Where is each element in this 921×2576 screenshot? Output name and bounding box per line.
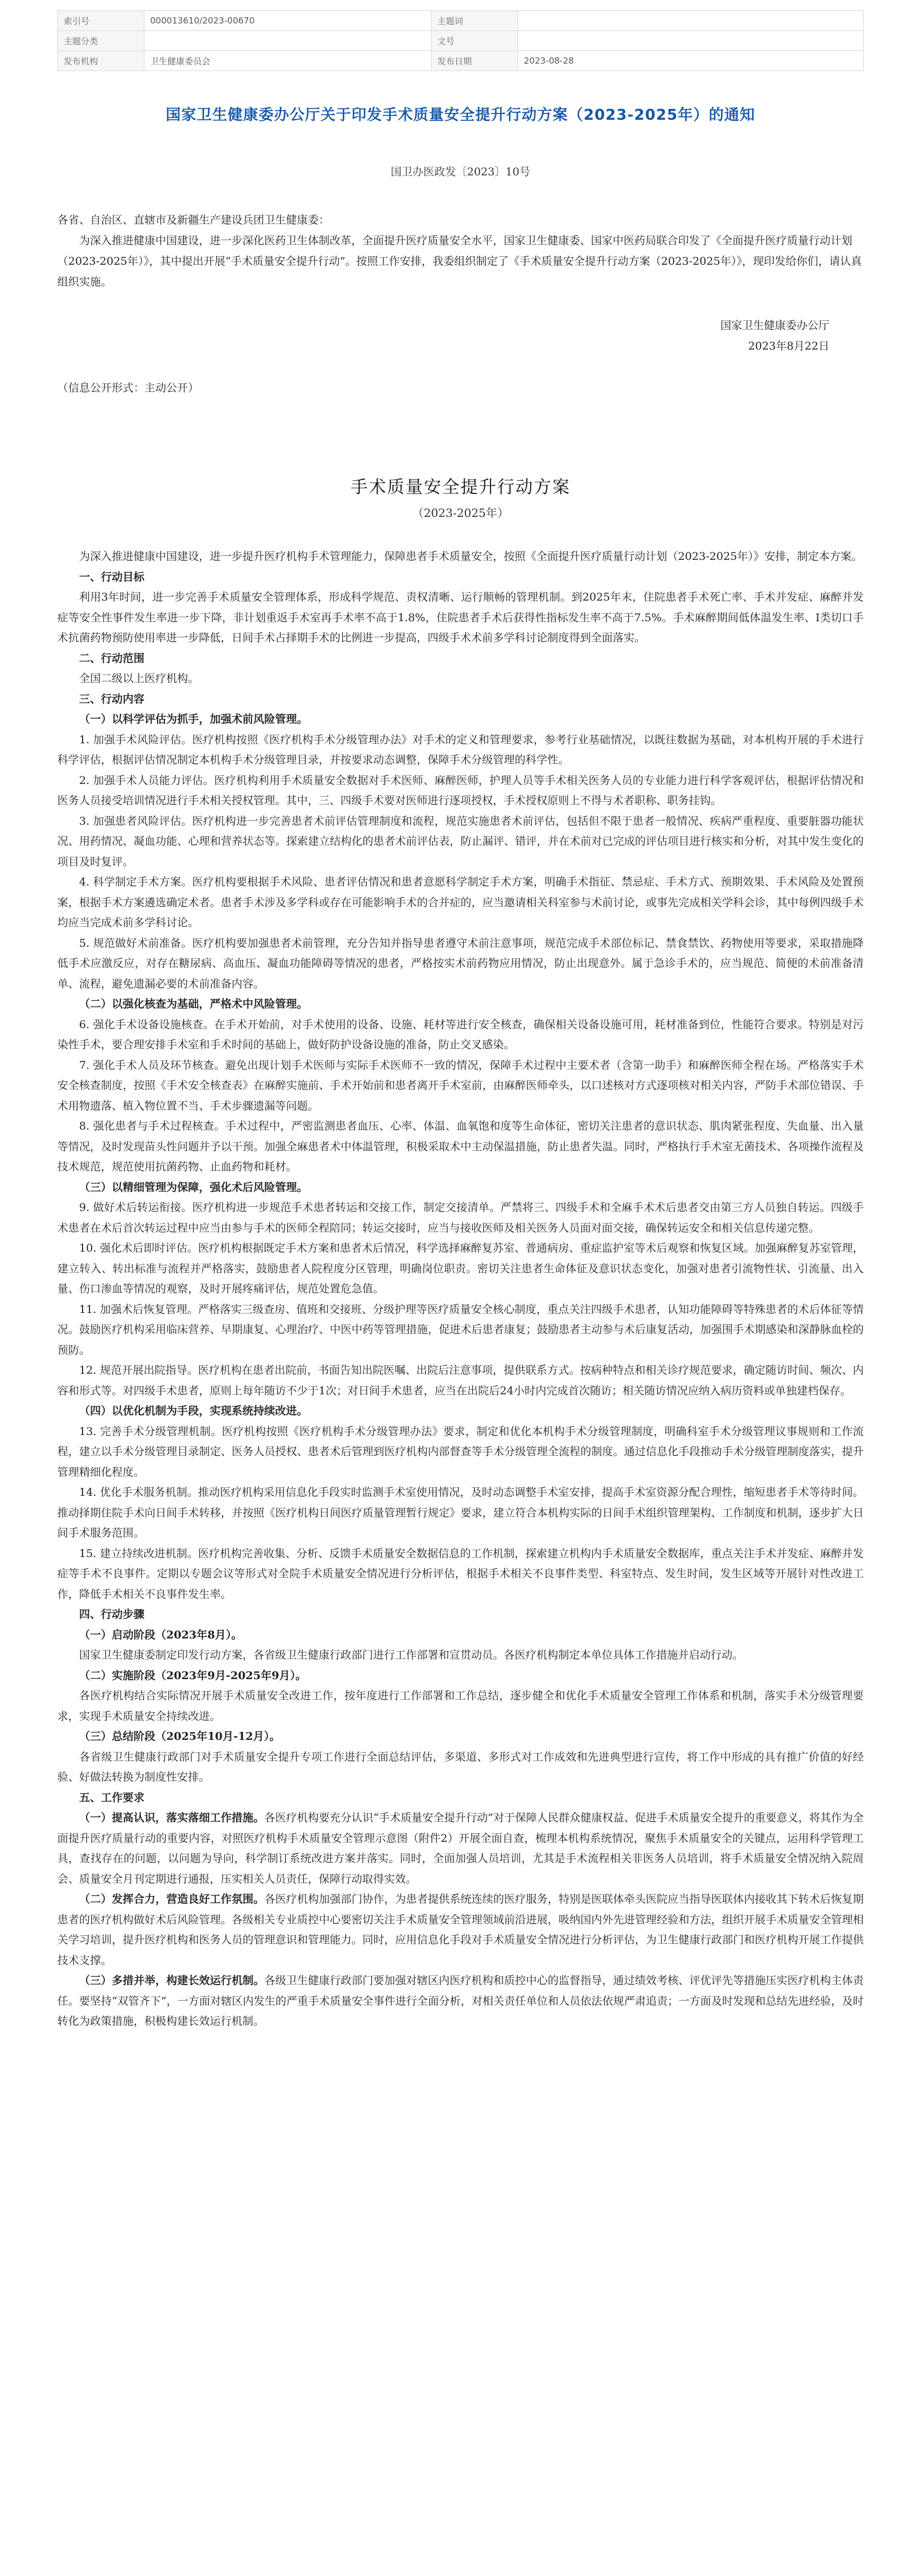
meta-key: 发布机构 [58,51,144,71]
meta-key: 文号 [432,31,518,51]
metadata-table [57,10,864,71]
paragraph: 1. 加强手术风险评估。医疗机构按照《医疗机构手术分级管理办法》对手术的定义和管理要求，参考行业基础情况，以既往数据为基础，对本机构开展的手术进行科学评估，根据评估情况制定本机构手术分级管理目录，并按要求动态调整，保障手术分级管理的科学性。 [57,733,864,766]
subsection-heading: （二）以强化核查为基础，严格术中风险管理。 [79,998,308,1010]
metadata-row [58,51,864,71]
paragraph: 14. 优化手术服务机制。推动医疗机构采用信息化手段实时监测手术室使用情况，及时动态调整手术室安排，提高手术室资源分配合理性，缩短患者手术等待时间。推动择期住院手术向日间手术转移，并按照《医疗机构日间医疗质量管理暂行规定》要求，建立符合本机构实际的日间手术组织管理架构、工作制度和机制，逐步扩大日间手术服务范围。 [57,1486,864,1539]
meta-value: 2023-08-28 [518,51,864,71]
paragraph: 5. 规范做好术前准备。医疗机构要加强患者术前管理，充分告知并指导患者遵守术前注意事项，规范完成手术部位标记、禁食禁饮、药物使用等要求，采取措施降低手术应激反应，对存在糖尿病、高血压、凝血功能障碍等情况的患者，严格按实术前药物应用情况，防止出现意外。属于急诊手术的，应当规范、简便的术前准备清单、流程，避免遗漏必要的术前准备内容。 [57,936,864,990]
notice-section [57,210,864,292]
paragraph: 8. 强化患者与手术过程核查。手术过程中，严密监测患者血压、心率、体温、血氧饱和度等生命体征，密切关注患者的意识状态、肌肉紧张程度、失血量、出入量等情况，及时发现苗头性问题并予以干预。加强全麻患者术中体温管理，积极采取术中主动保温措施，防止患者失温。同时，严格执行手术室无菌技术、各项操作流程及技术规范，规范使用抗菌药物、止血药物和耗材。 [57,1120,864,1173]
plan-subtitle: （2023-2025年） [412,506,509,520]
notice-body: 为深入推进健康中国建设，进一步深化医药卫生体制改革，全面提升医疗质量安全水平，国家卫生健康委、国家中医药局联合印发了《全面提升医疗质量行动计划（2023-2025年）》，其中提出开展“手术质量安全提升行动”。按照工作安排，我委组织制定了《手术质量安全提升行动方案（2023-2025年）》，现印发给你们，请认真组织实施。 [57,234,862,288]
section-heading: 二、行动范围 [79,652,145,665]
page [57,10,864,2032]
meta-value: 卫生健康委员会 [144,51,432,71]
paragraph: 11. 加强术后恢复管理。严格落实三级查房、值班和交接班、分级护理等医疗质量安全核心制度，重点关注四级手术患者，认知功能障碍等特殊患者的术后体征等情况。鼓励医疗机构采用临床营养、早期康复、心理治疗、中医中药等管理措施，促进术后患者康复；鼓励患者主动参与术后康复活动，加强围手术期感染和深静脉血栓的预防。 [57,1303,864,1356]
paragraph: 15. 建立持续改进机制。医疗机构完善收集、分析、反馈手术质量安全数据信息的工作机制，探索建立机构内手术质量安全数据库，重点关注手术并发症、麻醉并发症等手术不良事件。定期以专题会议等形式对全院手术质量安全情况进行分析评估，根据手术相关不良事件类型、科室特点、发生时间，发生区域等开展针对性改进工作，降低手术相关不良事件发生率。 [57,1547,864,1601]
paragraph: 各省级卫生健康行政部门对手术质量安全提升专项工作进行全面总结评估，多渠道、多形式对工作成效和先进典型进行宣传，将工作中形成的具有推广价值的好经验、好做法转换为制度性安排。 [57,1750,864,1783]
subsection-heading: （三）总结阶段（2025年10月-12月）。 [79,1730,281,1743]
meta-key: 主题词 [432,11,518,31]
paragraph: 各医疗机构结合实际情况开展手术质量安全改进工作，按年度进行工作部署和工作总结，逐步健全和优化手术质量安全管理工作体系和机制，落实手术分级管理要求，实现手术质量安全持续改进。 [57,1689,864,1723]
metadata-row [58,31,864,51]
meta-value [518,31,864,51]
notice-salutation: 各省、自治区、直辖市及新疆生产建设兵团卫生健康委： [57,214,330,226]
plan-body [57,547,864,2032]
section-heading: 五、工作要求 [79,1791,145,1804]
metadata-row [58,11,864,31]
meta-value: 000013610/2023-00670 [144,11,432,31]
paragraph-text: 各级卫生健康行政部门要加强对辖区内医疗机构和质控中心的监督指导，通过绩效考核、评优评先等措施压实医疗机构主体责任。要坚持“双管齐下”，一方面对辖区内发生的严重手术质量安全事件进行全面分析，对相关责任单位和人员依法依规严肃追责；一方面及时发现和总结先进经验，及时转化为政策措施，积极构建长效运行机制。 [57,1974,864,2028]
document-number: 国卫办医政发〔2023〕10号 [390,166,531,178]
signature-org: 国家卫生健康委办公厅 [720,319,829,332]
paragraph: 13. 完善手术分级管理机制。医疗机构按照《医疗机构手术分级管理办法》要求，制定和优化本机构手术分级管理制度，明确科室手术分级管理议事规则和工作流程，建立以手术分级管理目录制定、医务人员授权、患者术后管理到医疗机构内部督查等手术分级管理全流程的制度。通过信息化手段推动手术分级管理制度落实，提升管理精细化程度。 [57,1425,864,1479]
section-heading: 一、行动目标 [79,570,145,583]
disclosure-note: （信息公开形式：主动公开） [57,382,199,394]
document-title: 国家卫生健康委办公厅关于印发手术质量安全提升行动方案（2023-2025年）的通知 [166,107,755,124]
paragraph: 利用3年时间，进一步完善手术质量安全管理体系，形成科学规范、责权清晰、运行顺畅的管理机制。到2025年末，住院患者手术死亡率、手术并发症、麻醉并发症等安全性事件发生率进一步下降，非计划重返手术室再手术率不高于1.8%，住院患者手术后获得性指标发生率不高于7.5%。手术麻醉期间低体温发生率、I类切口手术抗菌药物预防使用率进一步降低，日间手术占择期手术的比例进一步提高，四级手术术前多学科讨论制度得到全面落实。 [57,591,864,644]
paragraph: 9. 做好术后转运衔接。医疗机构进一步规范手术患者转运和交接工作，制定交接清单。严禁将三、四级手术和全麻手术术后患者交由第三方人员独自转运。四级手术患者在术后首次转运过程中应当由参与手术的医师全程陪同；转运交接时，应当与接收医师及相关医务人员面对面交接，确保转运安全和相关信息传递完整。 [57,1201,864,1234]
paragraph-lead: （一）提高认识，落实落细工作措施。 [79,1812,265,1824]
plan-title: 手术质量安全提升行动方案 [350,477,571,497]
paragraph: 12. 规范开展出院指导。医疗机构在患者出院前，书面告知出院医嘱、出院后注意事项，提供联系方式。按病种特点和相关诊疗规范要求，确定随访时间、频次、内容和形式等。对四级手术患者，原则上每年随访不少于1次；对日间手术患者，应当在出院后24小时内完成首次随访；相关随访情况应纳入病历资料或单独建档保存。 [57,1364,864,1397]
plan-intro: 为深入推进健康中国建设，进一步提升医疗机构手术管理能力，保障患者手术质量安全，按照《全面提升医疗质量行动计划（2023-2025年）》安排，制定本方案。 [79,550,863,563]
paragraph: 国家卫生健康委制定印发行动方案，各省级卫生健康行政部门进行工作部署和宣贯动员。各医疗机构制定本单位具体工作措施并启动行动。 [79,1649,744,1661]
paragraph: 6. 强化手术设备设施核查。在手术开始前，对手术使用的设备、设施、耗材等进行安全核查，确保相关设备设施可用，耗材准备到位，性能符合要求。特别是对污染性手术，要合理安排手术室和手术时间的基础上，做好防护设备设施的准备，防止交叉感染。 [57,1018,864,1051]
paragraph-lead: （三）多措并举，构建长效运行机制。 [79,1974,265,1987]
subsection-heading: （二）实施阶段（2023年9月-2025年9月）。 [79,1669,307,1682]
paragraph: 2. 加强手术人员能力评估。医疗机构利用手术质量安全数据对手术医师、麻醉医师，护理人员等手术相关医务人员的专业能力进行科学客观评估，根据评估情况和医务人员接受培训情况进行手术相关授权管理。其中，三、四级手术要对医师进行逐项授权，手术授权原则上不得与术者职称、职务挂钩。 [57,774,864,807]
subsection-heading: （三）以精细管理为保障，强化术后风险管理。 [79,1181,308,1194]
subsection-heading: （一）启动阶段（2023年8月）。 [79,1628,242,1641]
paragraph: 4. 科学制定手术方案。医疗机构要根据手术风险、患者评估情况和患者意愿科学制定手术方案，明确手术指征、禁忌症、手术方式、预期效果、手术风险及处置预案，根据手术方案遴选确定术者。患者手术涉及多学科或存在可能影响手术的合并症的，应当邀请相关科室参与术前讨论，或事先完成相关学科会诊，其中每例四级手术均应当完成术前多学科讨论。 [57,876,864,929]
paragraph-text: 各医疗机构加强部门协作，为患者提供系统连续的医疗服务，特别是医联体牵头医院应当指导医联体内接收其下转术后恢复期患者的医疗机构做好术后风险管理。各级相关专业质控中心要密切关注手术质量安全管理领域前沿进展，吸纳国内外先进管理经验和方法，组织开展手术质量安全管理相关学习培训，提升医疗机构和医务人员的管理意识和管理能力。同时，应用信息化手段对手术质量安全情况进行分析评估，为卫生健康行政部门和医疗机构开展工作提供技术支撑。 [57,1893,864,1967]
paragraph: 10. 强化术后即时评估。医疗机构根据既定手术方案和患者术后情况，科学选择麻醉复苏室、普通病房、重症监护室等术后观察和恢复区域。加强麻醉复苏室管理，建立转入、转出标准与流程并严格落实，鼓励患者人院程度分区管理，明确岗位职责。密切关注患者生命体征及意识状态变化，加强对患者引流物性状、引流量、出入量、伤口渗血等情况的观察，及时开展疼痛评估，规范处置危急值。 [57,1242,864,1295]
signature-block [57,315,864,356]
section-heading: 三、行动内容 [79,692,145,705]
paragraph [57,1808,864,1889]
paragraph: 3. 加强患者风险评估。医疗机构进一步完善患者术前评估管理制度和流程，规范实施患者术前评估，包括但不限于患者一般情况、疾病严重程度、重要脏器功能状况、用药情况、凝血功能、心理和营养状态等。探索建立结构化的患者术前评估表，防止漏评、错评，并在术前对已完成的评估项目进行核实和分析，对其中发生变化的项目及时复评。 [57,814,864,868]
subsection-heading: （一）以科学评估为抓手，加强术前风险管理。 [79,713,308,726]
paragraph-text: 各医疗机构要充分认识“手术质量安全提升行动”对于保障人民群众健康权益、促进手术质量安全提升的重要意义，将其作为全面提升医疗质量行动的重要内容，对照医疗机构手术质量安全管理示意图（附件2）开展全面自查，梳理本机构系统情况，聚焦手术质量安全的关键点，运用科学管理工具，查找存在的问题，以问题为导向，科学制订系统改进方案并落实。同时，全面加强人员培训，尤其是手术流程相关非医务人员培训，将手术质量安全情况纳入院周会、质量安全月刊定期进行通报，压实相关人员责任，保障行动取得实效。 [57,1812,864,1885]
paragraph [57,1971,864,2032]
meta-value [518,11,864,31]
paragraph-lead: （二）发挥合力，营造良好工作氛围。 [79,1893,265,1905]
subsection-heading: （四）以优化机制为手段，实现系统持续改进。 [79,1405,308,1417]
paragraph: 全国二级以上医疗机构。 [79,672,199,685]
signature-date: 2023年8月22日 [748,340,829,352]
paragraph [57,1889,864,1971]
meta-value [144,31,432,51]
paragraph: 7. 强化手术人员及环节核查。避免出现计划手术医师与实际手术医师不一致的情况，保障手术过程中主要术者（含第一助手）和麻醉医师全程在场。严格落实手术安全核查制度，按照《手术安全核查表》在麻醉实施前、手术开始前和患者离开手术室前，由麻醉医师牵头，以口述核对方式逐项核对相关内容，严防手术部位错误、手术用物遗落、植入物位置不当、手术步骤遗漏等问题。 [57,1058,864,1112]
meta-key: 索引号 [58,11,144,31]
meta-key: 发布日期 [432,51,518,71]
meta-key: 主题分类 [58,31,144,51]
section-heading: 四、行动步骤 [79,1608,145,1621]
